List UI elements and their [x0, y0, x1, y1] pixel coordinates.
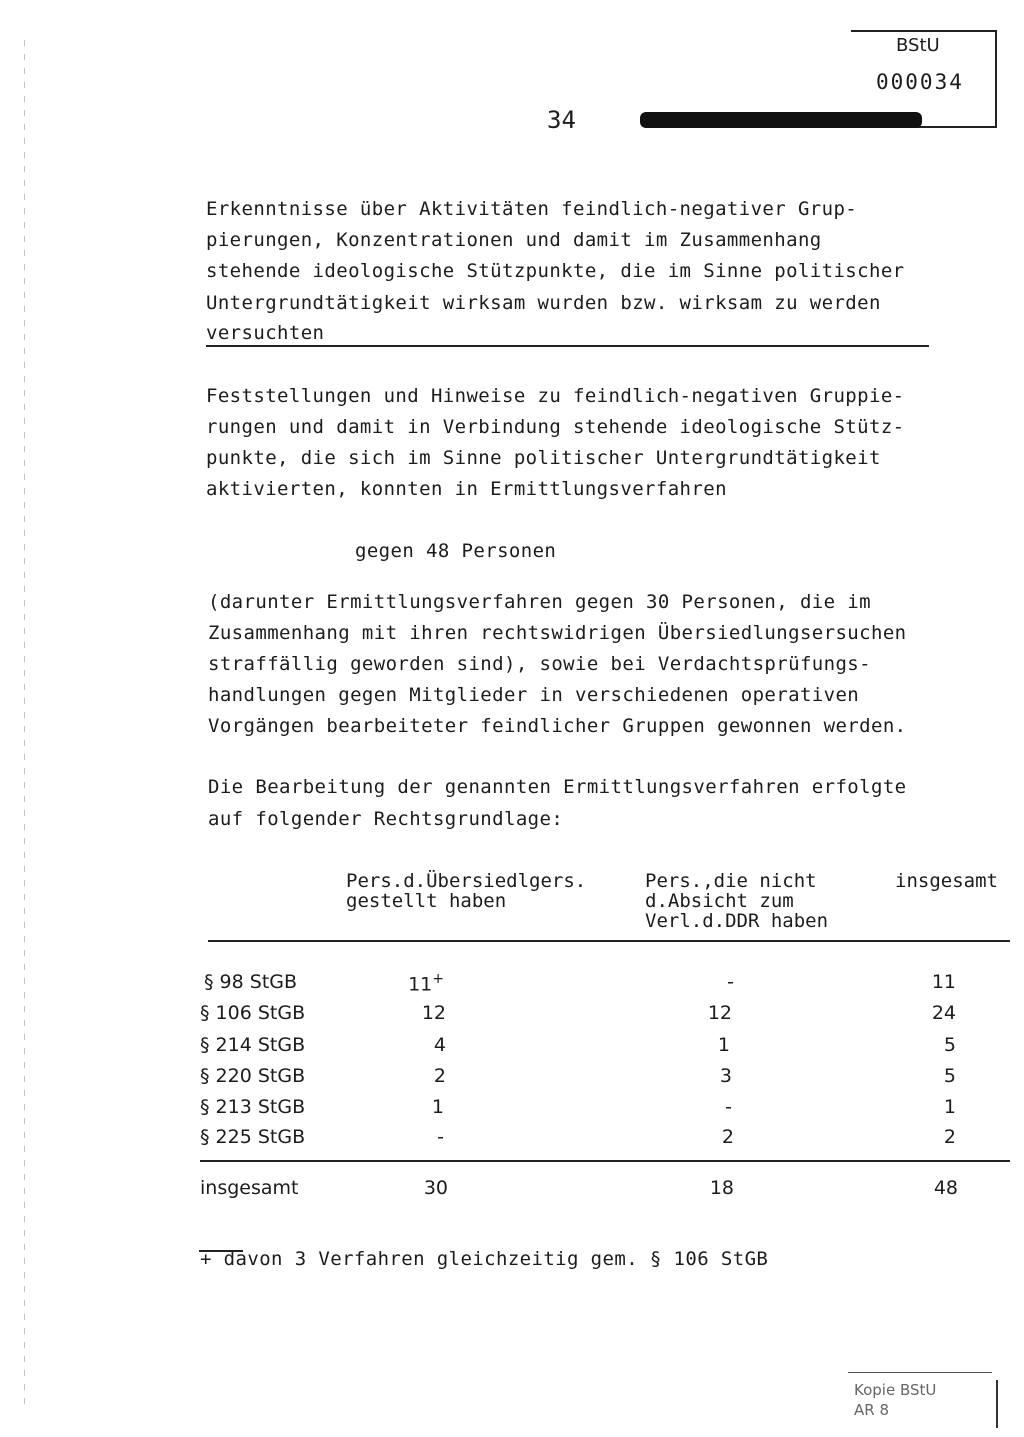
- col1-cell: 12: [421, 1002, 446, 1024]
- table-bottom-rule: [200, 1160, 1010, 1162]
- indented-count-line: gegen 48 Personen: [355, 540, 557, 562]
- law-cell: § 98 StGB: [204, 971, 298, 993]
- footnote-mark: +: [432, 971, 444, 987]
- paragraph-line: Die Bearbeitung der genannten Ermittlungsverfahren erfolgte: [208, 776, 907, 798]
- col2-cell: 2: [721, 1126, 734, 1148]
- col2-cell: 12: [707, 1002, 732, 1024]
- total-cell: 1: [943, 1096, 956, 1118]
- archive-stamp-edge: [996, 1380, 998, 1428]
- table-row: [0, 1065, 1024, 1095]
- copy-archive-stamp: [848, 1372, 992, 1429]
- law-cell: § 220 StGB: [200, 1065, 306, 1087]
- stamp-label: BStU: [896, 35, 940, 56]
- col1-cell: 1: [431, 1096, 444, 1118]
- table-row: [0, 1002, 1024, 1032]
- table-header-col2: [645, 871, 828, 931]
- summary-label: insgesamt: [200, 1177, 299, 1199]
- law-cell: § 214 StGB: [200, 1034, 306, 1056]
- summary-col1: 30: [423, 1177, 448, 1199]
- heading-line: Erkenntnisse über Aktivitäten feindlich-negativer Grup-: [206, 198, 858, 220]
- redaction-bar: [640, 112, 922, 128]
- col1-cell: -: [437, 1126, 444, 1148]
- header-line: Pers.,die nicht: [645, 870, 817, 892]
- header-line: d.Absicht zum: [645, 890, 794, 912]
- summary-total: 48: [933, 1177, 958, 1199]
- archive-stamp-line: Kopie BStU: [854, 1381, 937, 1399]
- col2-cell: -: [727, 971, 734, 993]
- law-cell: § 213 StGB: [200, 1096, 306, 1118]
- table-top-rule: [208, 940, 1010, 942]
- total-cell: 5: [943, 1034, 956, 1056]
- table-row: [0, 1096, 1024, 1126]
- col2-cell: 1: [717, 1034, 730, 1056]
- header-line: Verl.d.DDR haben: [645, 910, 829, 932]
- law-cell: § 106 StGB: [200, 1002, 306, 1024]
- col1-cell: 4: [433, 1034, 446, 1056]
- paragraph-line: straffällig geworden sind), sowie bei Verdachtsprüfungs-: [208, 653, 871, 675]
- heading-line: stehende ideologische Stützpunkte, die im Sinne politischer: [206, 260, 905, 282]
- paragraph-line: (darunter Ermittlungsverfahren gegen 30 Personen, die im: [208, 591, 871, 613]
- paragraph-line: aktivierten, konnten in Ermittlungsverfahren: [206, 478, 727, 500]
- heading-line: versuchten: [206, 322, 325, 344]
- header-line: Pers.d.Übersiedlgers.: [346, 870, 587, 892]
- table-row: [0, 971, 1024, 1001]
- col1-value: 11: [408, 973, 433, 996]
- law-cell: § 225 StGB: [200, 1126, 306, 1148]
- total-cell: 2: [943, 1126, 956, 1148]
- paragraph-line: rungen und damit in Verbindung stehende ideologische Stütz-: [206, 416, 905, 438]
- total-cell: 11: [931, 971, 956, 993]
- table-row: [0, 1126, 1024, 1156]
- heading-line: Untergrundtätigkeit wirksam wurden bzw. wirksam zu werden: [206, 292, 881, 314]
- paragraph-line: Feststellungen und Hinweise zu feindlich-negativen Gruppie-: [206, 385, 905, 407]
- summary-col2: 18: [709, 1177, 734, 1199]
- table-row: [0, 1034, 1024, 1064]
- footnote: + davon 3 Verfahren gleichzeitig gem. § 106 StGB: [200, 1248, 769, 1270]
- paragraph-line: Zusammenhang mit ihren rechtswidrigen Übersiedlungsersuchen: [208, 622, 907, 644]
- paragraph-line: punkte, die sich im Sinne politischer Untergrundtätigkeit: [206, 447, 881, 469]
- col2-cell: 3: [719, 1065, 732, 1087]
- heading-underline: [206, 345, 929, 347]
- col2-cell: -: [725, 1096, 732, 1118]
- table-summary-row: [0, 1177, 1024, 1207]
- paragraph-line: handlungen gegen Mitglieder in verschiedenen operativen: [208, 684, 860, 706]
- stamp-number: 000034: [876, 70, 964, 94]
- archive-stamp-line: AR 8: [854, 1401, 889, 1419]
- paragraph-line: Vorgängen bearbeiteter feindlicher Gruppen gewonnen werden.: [208, 715, 907, 737]
- total-cell: 5: [943, 1065, 956, 1087]
- table-header-total: [895, 871, 998, 891]
- col1-cell: [400, 971, 444, 995]
- total-cell: 24: [931, 1002, 956, 1024]
- heading-line: pierungen, Konzentrationen und damit im Zusammenhang: [206, 229, 822, 251]
- header-line: gestellt haben: [346, 890, 507, 912]
- paragraph-line: auf folgender Rechtsgrundlage:: [208, 808, 564, 830]
- col1-cell: 2: [433, 1065, 446, 1087]
- header-line: insgesamt: [895, 870, 998, 892]
- page-number: 34: [547, 106, 576, 134]
- table-header-col1: [346, 871, 586, 911]
